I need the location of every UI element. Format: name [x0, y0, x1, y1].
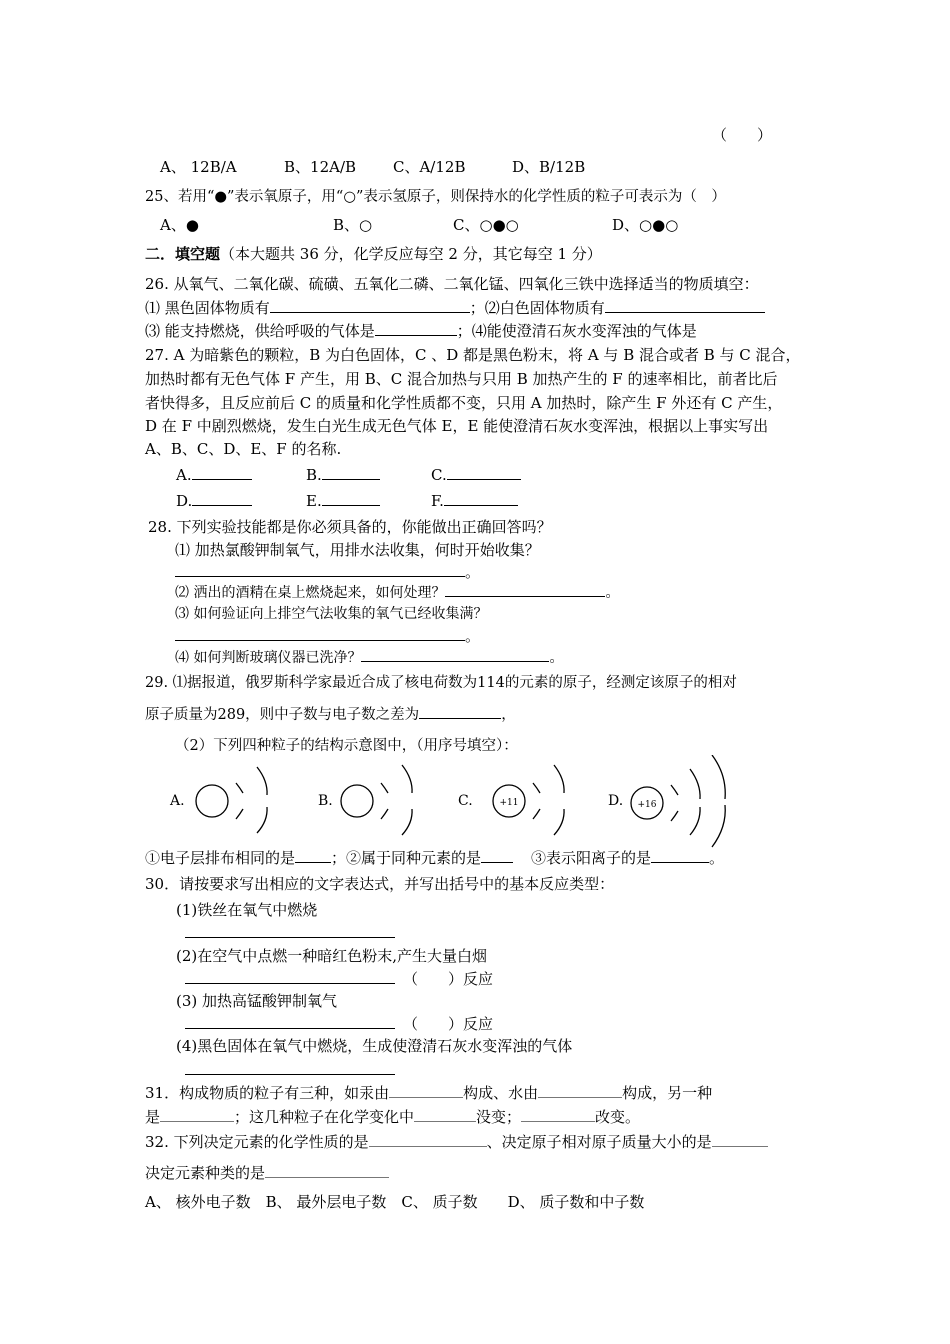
electron-arc — [690, 769, 700, 799]
answer-blank[interactable] — [651, 848, 709, 863]
atom-structure-diagrams — [0, 755, 950, 850]
electron-arc — [257, 767, 267, 795]
q27-label-b: B. — [306, 466, 322, 484]
nucleus-b — [341, 785, 373, 817]
electron-arc — [533, 809, 540, 819]
q24-option-d: D、B/12B — [512, 158, 586, 176]
q29-line-2: 原子质量为289，则中子数与电子数之差为 — [145, 707, 420, 723]
electron-arc — [402, 765, 412, 793]
q27-label-c: C. — [431, 466, 447, 484]
q31-part-b: 构成、水由 — [463, 1084, 539, 1102]
answer-blank[interactable] — [414, 1109, 476, 1122]
q25-option-a: A、● — [160, 216, 199, 234]
answer-blank[interactable] — [538, 1085, 622, 1098]
answer-blank[interactable] — [270, 298, 470, 313]
period: 。 — [465, 627, 481, 645]
answer-blank[interactable] — [192, 465, 252, 480]
answer-blank[interactable] — [322, 465, 380, 480]
nucleus-a — [196, 785, 228, 817]
q30-part-4: (4)黑色固体在氧气中燃烧，生成使澄清石灰水变浑浊的气体 — [176, 1037, 573, 1055]
diagram-label-d: D. — [608, 793, 624, 809]
q27-line-4: D 在 F 中剧烈燃烧，发生白光生成无色气体 E，E 能使澄清石灰水变浑浊，根据以上事实写出 — [145, 417, 769, 435]
electron-arc — [236, 809, 243, 819]
answer-blank[interactable] — [175, 562, 465, 577]
q24-option-c: C、A/12B — [393, 158, 466, 176]
period: 。 — [605, 585, 620, 601]
q26-part-1: ⑴ 黑色固体物质有 — [145, 299, 270, 317]
q31-part-g: 改变。 — [595, 1108, 641, 1126]
q32-part-a: 32. 下列决定元素的化学性质的是 — [145, 1133, 369, 1151]
diagram-label-a: A. — [170, 793, 185, 809]
q30-part-1: (1)铁丝在氧气中燃烧 — [176, 901, 318, 919]
answer-blank[interactable] — [712, 1134, 768, 1147]
electron-arc — [381, 809, 388, 819]
q27-label-f: F. — [431, 492, 444, 510]
electron-arc — [554, 765, 564, 793]
q29-q2: ；②属于同种元素的是 — [331, 849, 482, 867]
answer-blank[interactable] — [481, 848, 513, 863]
q30-stem: 30．请按要求写出相应的文字表达式，并写出括号中的基本反应类型： — [145, 875, 615, 893]
answer-blank[interactable] — [185, 1060, 395, 1075]
answer-blank[interactable] — [445, 582, 605, 597]
q28-stem: 28. 下列实验技能都是你必须具备的，你能做出正确回答吗？ — [148, 518, 552, 536]
answer-blank[interactable] — [419, 704, 501, 719]
q32-options: A、 核外电子数 B、 最外层电子数 C、 质子数 D、 质子数和中子数 — [145, 1193, 645, 1211]
electron-arc — [402, 809, 412, 835]
diagram-label-b: B. — [318, 793, 333, 809]
q31-part-d: 是 — [145, 1108, 161, 1126]
electron-arc — [257, 807, 267, 833]
answer-blank[interactable] — [185, 923, 395, 938]
q29-line-1: 29. ⑴据报道，俄罗斯科学家最近合成了核电荷数为114的元素的原子，经测定该原子的相对 — [145, 675, 737, 691]
q26-line-2 — [145, 320, 697, 342]
nucleus-charge-d: +16 — [637, 800, 657, 810]
answer-blank[interactable] — [605, 298, 765, 313]
period: 。 — [465, 563, 481, 581]
section-title: 二．填空题 — [145, 245, 221, 263]
answer-blank[interactable] — [444, 491, 518, 506]
answer-blank[interactable] — [160, 1109, 234, 1122]
q26-stem: 26. 从氧气、二氧化碳、硫磺、五氧化二磷、二氧化锰、四氧化三铁中选择适当的物质填空： — [145, 275, 759, 293]
q29-line-3: （2）下列四种粒子的结构示意图中，（用序号填空）： — [175, 738, 518, 754]
answer-paren: （ ） — [712, 126, 773, 144]
section-note: （本大题共 36 分，化学反应每空 2 分，其它每空 1 分） — [220, 245, 602, 263]
answer-blank[interactable] — [265, 1165, 389, 1178]
answer-blank[interactable] — [521, 1109, 595, 1122]
electron-arc — [671, 811, 678, 821]
q27-line-3: 者快得多，且反应前后 C 的质量和化学性质都不变，只用 A 加热时，除产生 F 外还有 C 产生， — [145, 394, 783, 412]
electron-arc — [381, 783, 388, 793]
electron-arc — [671, 785, 678, 795]
q26-part-2: ；⑵白色固体物质有 — [469, 299, 605, 317]
electron-arc — [236, 783, 243, 793]
q32-part-b: 、决定原子相对原子质量大小的是 — [486, 1133, 712, 1151]
period: 。 — [709, 849, 725, 867]
section-heading — [145, 243, 602, 265]
q25-stem: 25、若用“●”表示氧原子，用“○”表示氢原子，则保持水的化学性质的粒子可表示为（ ） — [145, 189, 726, 205]
q25-option-c: C、○●○ — [453, 216, 519, 234]
q27-line-5: A、B、C、D、E、F 的名称. — [145, 440, 342, 458]
period: 。 — [549, 650, 564, 666]
answer-blank[interactable] — [375, 321, 457, 336]
q27-label-a: A. — [176, 466, 192, 484]
q30-part-3: (3) 加热高锰酸钾制氧气 — [176, 992, 338, 1010]
answer-blank[interactable] — [389, 1085, 463, 1098]
q28-part-3: ⑶ 如何验证向上排空气法收集的氧气已经收集满？ — [175, 606, 488, 622]
electron-arc — [554, 809, 564, 835]
q27-label-d: D. — [176, 492, 193, 510]
q25-option-b: B、○ — [333, 216, 373, 234]
answer-blank[interactable] — [447, 465, 521, 480]
electron-arc — [712, 755, 725, 799]
q27-line-1: 27. A 为暗紫色的颗粒，B 为白色固体，C 、D 都是黑色粉末，将 A 与 B 混合或者 B 与 C 混合， — [145, 346, 801, 364]
electron-arc — [690, 807, 700, 835]
diagram-label-c: C. — [458, 793, 473, 809]
q27-label-e: E. — [306, 492, 322, 510]
q29-q3: ③表示阳离子的是 — [531, 849, 652, 867]
q31-part-c: 构成，另一种 — [622, 1084, 713, 1102]
answer-blank[interactable] — [185, 969, 395, 984]
nucleus-charge-c: +11 — [499, 798, 519, 808]
q31-part-e: ；这几种粒子在化学变化中 — [234, 1108, 415, 1126]
reaction-type: （ ）反应 — [403, 1015, 494, 1033]
q24-option-b: B、12A/B — [284, 158, 357, 176]
q32-part-c: 决定元素种类的是 — [145, 1164, 266, 1182]
electron-arc — [712, 805, 725, 847]
comma: ， — [501, 707, 516, 723]
q28-part-1: ⑴ 加热氯酸钾制氧气，用排水法收集，何时开始收集？ — [175, 541, 540, 559]
q28-part-2: ⑵ 洒出的酒精在桌上燃烧起来，如何处理？ — [175, 585, 446, 601]
q29-q1: ①电子层排布相同的是 — [145, 849, 296, 867]
answer-blank[interactable] — [295, 848, 331, 863]
q28-part-4: ⑷ 如何判断玻璃仪器已洗净？ — [175, 650, 362, 666]
answer-blank[interactable] — [369, 1134, 487, 1147]
q26-part-4: ；⑷能使澄清石灰水变浑浊的气体是 — [456, 322, 697, 340]
q26-line-1 — [145, 297, 765, 319]
q31-part-f: 没变； — [476, 1108, 522, 1126]
answer-blank[interactable] — [322, 491, 380, 506]
electron-arc — [533, 783, 540, 793]
q25-option-d: D、○●○ — [612, 216, 679, 234]
q26-part-3: ⑶ 能支持燃烧，供给呼吸的气体是 — [145, 322, 375, 340]
answer-blank[interactable] — [185, 1014, 395, 1029]
q27-line-2: 加热时都有无色气体 F 产生，用 B、C 混合加热与只用 B 加热产生的 F 的速率相比，前者比后 — [145, 370, 778, 388]
answer-blank[interactable] — [192, 491, 252, 506]
q24-option-a: A、 12B/A — [160, 158, 237, 176]
q31-part-a: 31．构成物质的粒子有三种，如汞由 — [145, 1084, 390, 1102]
q30-part-2: (2)在空气中点燃一种暗红色粉末,产生大量白烟 — [176, 947, 488, 965]
answer-blank[interactable] — [361, 647, 549, 662]
answer-blank[interactable] — [175, 626, 465, 641]
reaction-type: （ ）反应 — [403, 970, 494, 988]
